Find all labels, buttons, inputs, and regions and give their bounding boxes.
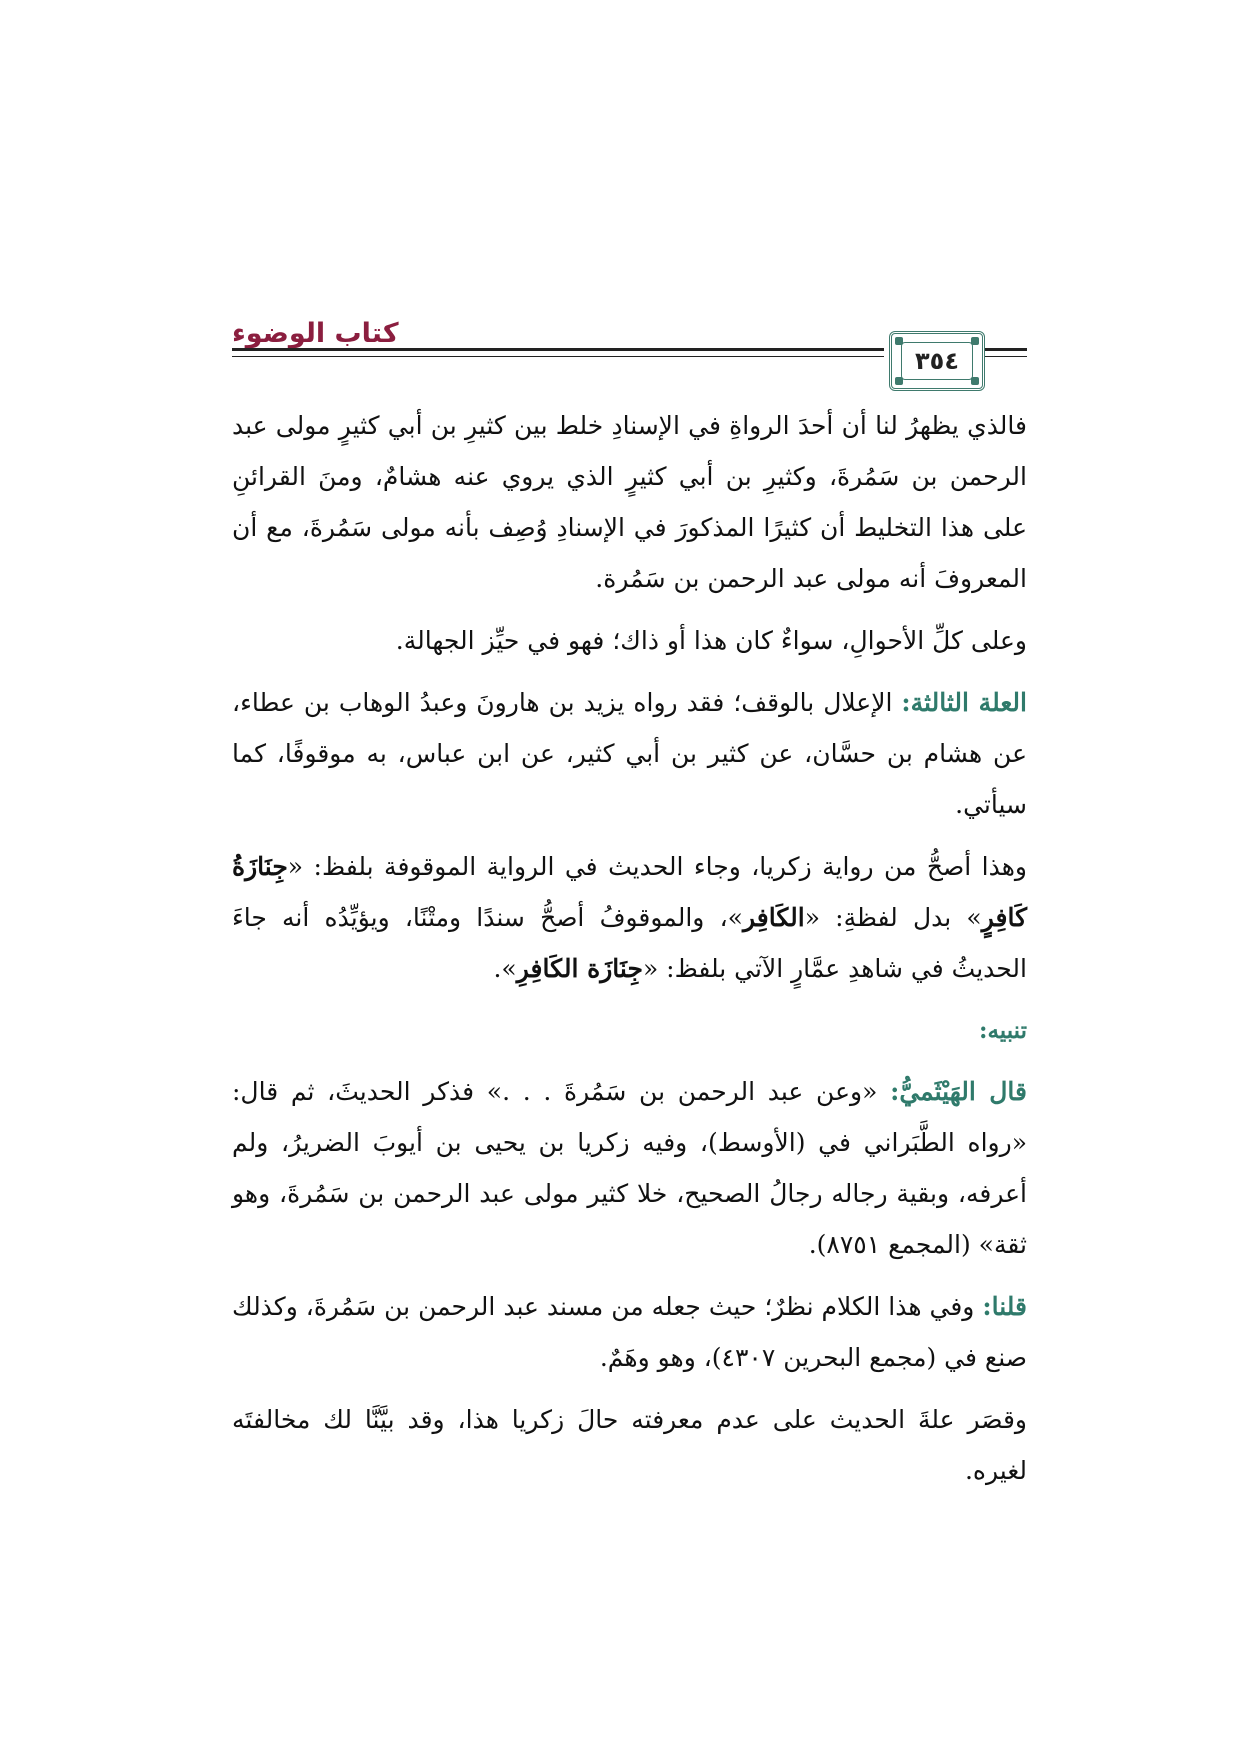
paragraph-text: ». [493,954,517,983]
paragraph-text: الإعلال بالوقف؛ فقد رواه يزيد بن هارونَ وعبدُ الوهاب بن عطاء، عن هشام بن حسَّان، عن كثير بن أبي كثير، عن ابن عباس، به موقوفًا، كما سيأتي. [232,688,1027,819]
body-text [232,400,1027,1507]
paragraph-text: » بدل لفظةِ: « [804,903,982,932]
section-lead-label: العلة الثالثة: [901,688,1027,717]
paragraph-text: »، والموقوفُ أصحُّ سندًا ومتْنًا، ويؤيِّدُه أنه جاءَ الحديثُ في شاهدِ عمَّارٍ الآتي بلفظ: « [232,903,1027,983]
paragraph: وعلى كلِّ الأحوالِ، سواءٌ كان هذا أو ذاك؛ فهو في حيِّز الجهالة. [395,626,1027,655]
note-heading: تنبيه: [978,1017,1027,1044]
header-rule-right-thick [985,348,1027,351]
header-rule-left-thin [232,356,884,357]
paragraph-text: وفي هذا الكلام نظرٌ؛ حيث جعله من مسند عبد الرحمن بن سَمُرةَ، وكذلك صنع في (مجمع البحرين ٤٣٠٧)، وهو وهَمٌ. [232,1292,1027,1372]
quoted-term: جِنَازَةُ كَافِرٍ [232,852,1027,932]
paragraph [232,1281,1027,1383]
frame-ornament-icon [895,377,903,385]
quoted-term: جِنَازَة الكَافِرِ [516,954,643,983]
paragraph-text: وهذا أصحُّ من رواية زكريا، وجاء الحديث في الرواية الموقوفة بلفظ: « [287,852,1027,881]
frame-ornament-icon [895,337,903,345]
paragraph-text: «وعن عبد الرحمن بن سَمُرةَ . . .» فذكر الحديثَ، ثم قال: «رواه الطَّبَراني في (الأوسط)، وفيه زكريا بن يحيى بن أيوبَ الضريرُ، ولم أعرفه، وبقية رجاله رجالُ الصحيح، خلا كثير مولى عبد الرحمن بن سَمُرةَ، وهو ثقة» (المجمع ٨٧٥١). [232,1077,1027,1259]
header-rule-right-thin [985,356,1027,357]
paragraph: فالذي يظهرُ لنا أن أحدَ الرواةِ في الإسنادِ خلط بين كثيرِ بن أبي كثيرٍ مولى عبد الرحمن بن سَمُرةَ، وكثيرِ بن أبي كثيرٍ الذي يروي عنه هشامٌ، ومنَ القرائنِ على هذا التخليط أن كثيرًا المذكورَ في الإسنادِ وُصِف بأنه مولى سَمُرةَ، مع أن المعروفَ أنه مولى عبد الرحمن بن سَمُرة. [232,411,1027,593]
section-lead-label: قال الهَيْثَميُّ: [890,1077,1027,1106]
paragraph [232,1066,1027,1270]
section-lead-label: قلنا: [982,1292,1027,1321]
frame-ornament-icon [971,377,979,385]
page-number-frame [889,331,985,391]
page-number: ٣٥٤ [901,342,973,380]
frame-ornament-icon [971,337,979,345]
header-rule-left-thick [232,348,884,351]
quoted-term: الكَافِر [742,903,805,932]
paragraph: وقصَر علةَ الحديث على عدم معرفته حالَ زكريا هذا، وقد بيَّنَّا لك مخالفتَه لغيره. [232,1405,1027,1485]
paragraph [232,841,1027,994]
chapter-title: كتاب الوضوء [232,318,399,349]
paragraph [232,677,1027,830]
